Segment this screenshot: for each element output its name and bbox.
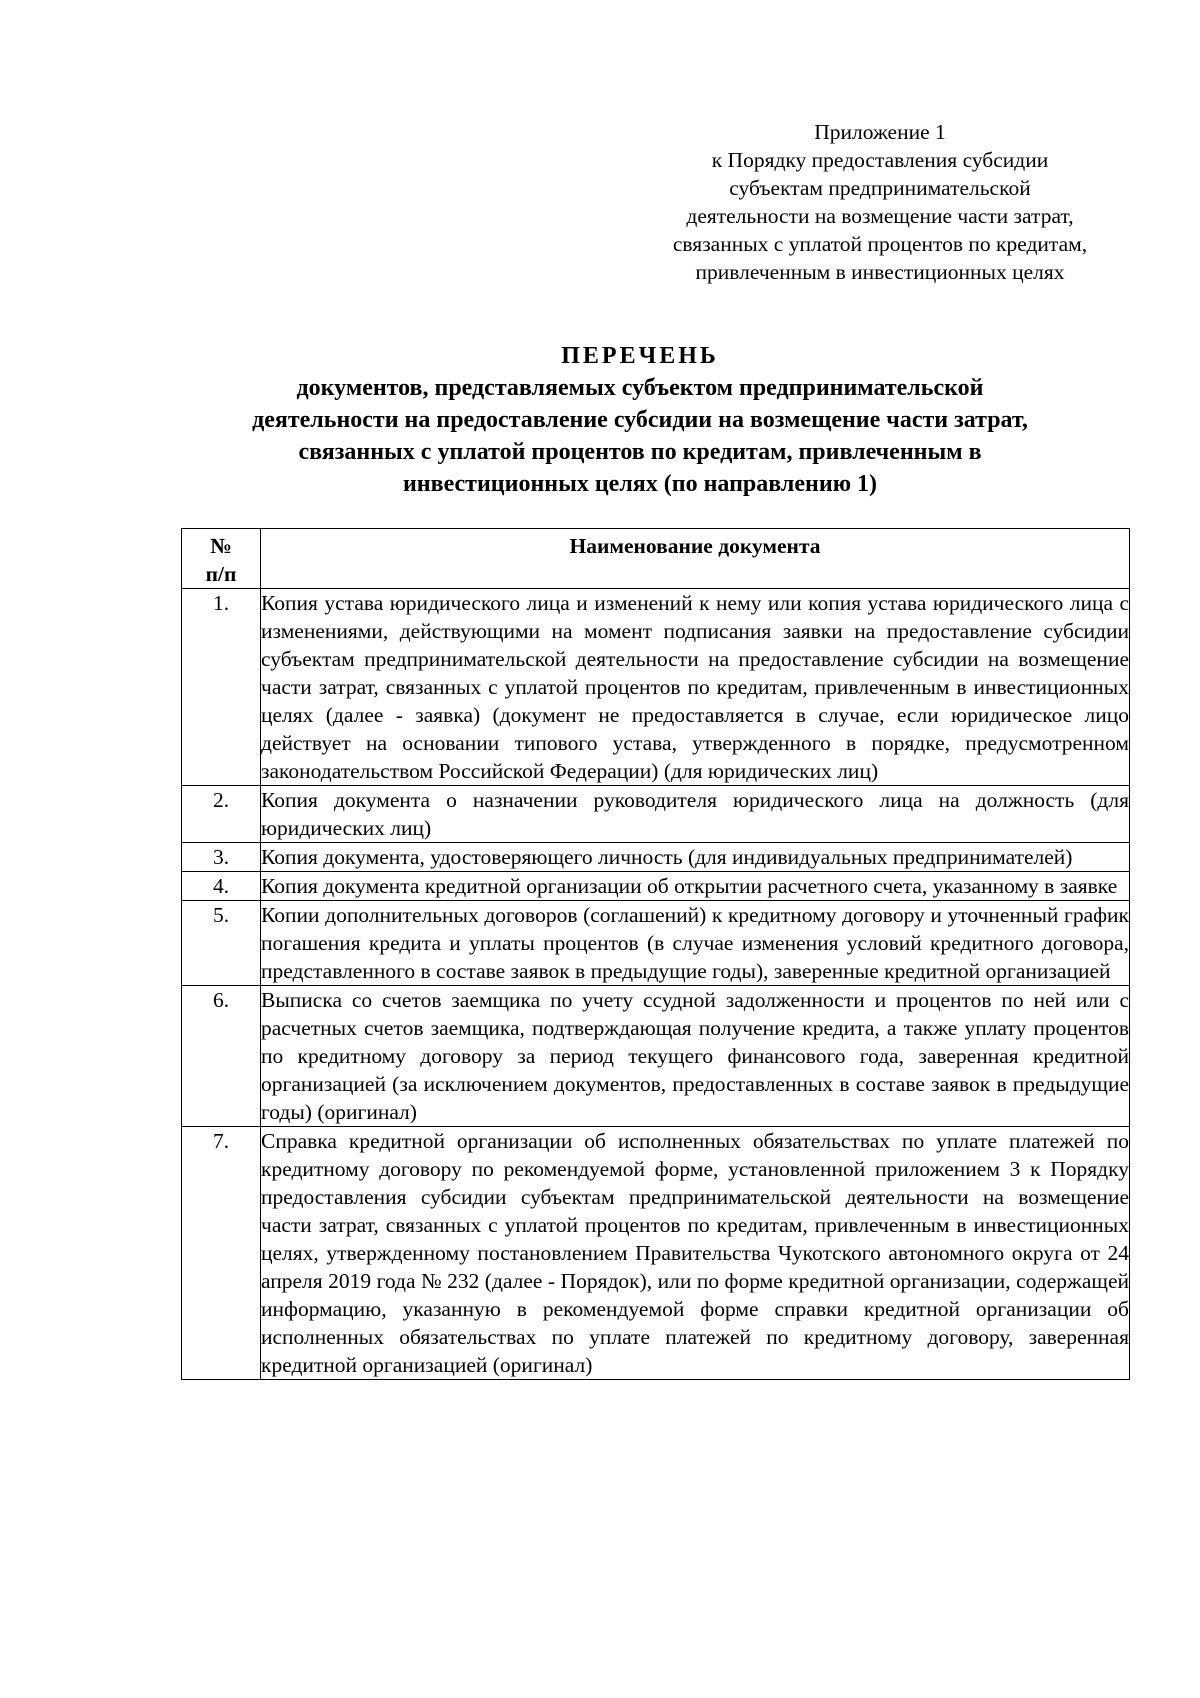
title-subtitle: [150, 372, 1130, 500]
header-number-abbr: п/п: [205, 562, 237, 586]
row-document-text: Выписка со счетов заемщика по учету ссудной задолженности и процентов по ней или с расчетных счетов заемщика, подтверждающая получение кредита, а также уплату процентов по кредитному договору за период текущего финансового года, заверенная кредитной организацией (за исключением документов, предоставленных в составе заявок в предыдущие годы) (оригинал): [261, 986, 1130, 1127]
row-number: 1.: [182, 589, 261, 786]
row-document-text: Копия документа кредитной организации об открытии расчетного счета, указанному в заявке: [261, 872, 1130, 901]
header-document-name: Наименование документа: [261, 529, 1130, 589]
table-row: [182, 589, 1130, 786]
table-row: [182, 872, 1130, 901]
title-sub-line: документов, представляемых субъектом предпринимательской: [296, 375, 984, 401]
title-sub-line: связанных с уплатой процентов по кредитам, привлеченным в: [298, 439, 982, 465]
row-number: 6.: [182, 986, 261, 1127]
row-number: 4.: [182, 872, 261, 901]
row-document-text: Копия документа о назначении руководителя юридического лица на должность (для юридических лиц): [261, 786, 1130, 843]
table-row: [182, 901, 1130, 986]
header-number: [182, 529, 261, 589]
table-row: [182, 986, 1130, 1127]
title-main: ПЕРЕЧЕНЬ: [561, 343, 719, 369]
row-document-text: Копия устава юридического лица и изменений к нему или копия устава юридического лица с изменениями, действующими на момент подписания заявки на предоставление субсидии субъектам предпринимательской деятельности на предоставление субсидии на возмещение части затрат, связанных с уплатой процентов по кредитам, привлеченным в инвестиционных целях (далее - заявка) (документ не предоставляется в случае, если юридическое лицо действует на основании типового устава, утвержденного в порядке, предусмотренном законодательством Российской Федерации) (для юридических лиц): [261, 589, 1130, 786]
title-sub-line: инвестиционных целях (по направлению 1): [402, 471, 878, 497]
documents-table: [181, 528, 1130, 1380]
row-document-text: Копии дополнительных договоров (соглашений) к кредитному договору и уточненный график погашения кредита и уплаты процентов (в случае изменения условий кредитного договора, представленного в составе заявок в предыдущие годы), заверенные кредитной организацией: [261, 901, 1130, 986]
row-number: 2.: [182, 786, 261, 843]
header-number-symbol: №: [210, 534, 232, 558]
row-document-text: Справка кредитной организации об исполненных обязательствах по уплате платежей по кредитному договору по рекомендуемой форме, установленной приложением 3 к Порядку предоставления субсидии субъектам предпринимательской деятельности на возмещение части затрат, связанных с уплатой процентов по кредитам, привлеченным в инвестиционных целях, утвержденному постановлением Правительства Чукотского автономного округа от 24 апреля 2019 года № 232 (далее - Порядок), или по форме кредитной организации, содержащей информацию, указанную в рекомендуемой форме справки кредитной организации об исполненных обязательствах по уплате платежей по кредитному договору, заверенная кредитной организацией (оригинал): [261, 1127, 1130, 1380]
table-row: [182, 786, 1130, 843]
appendix-line: деятельности на возмещение части затрат,: [686, 204, 1074, 228]
table-row: [182, 1127, 1130, 1380]
appendix-line: привлеченным в инвестиционных целях: [695, 260, 1065, 284]
row-document-text: Копия документа, удостоверяющего личность (для индивидуальных предпринимателей): [261, 843, 1130, 872]
row-number: 7.: [182, 1127, 261, 1380]
row-number: 5.: [182, 901, 261, 986]
row-number: 3.: [182, 843, 261, 872]
appendix-line: Приложение 1: [814, 120, 946, 144]
table-header-row: [182, 529, 1130, 589]
appendix-line: субъектам предпринимательской: [729, 176, 1031, 200]
document-title: [150, 340, 1130, 500]
table-row: [182, 843, 1130, 872]
title-sub-line: деятельности на предоставление субсидии на возмещение части затрат,: [252, 407, 1028, 433]
appendix-line: связанных с уплатой процентов по кредитам,: [672, 232, 1088, 256]
appendix-line: к Порядку предоставления субсидии: [711, 148, 1049, 172]
appendix-note: [630, 118, 1130, 286]
